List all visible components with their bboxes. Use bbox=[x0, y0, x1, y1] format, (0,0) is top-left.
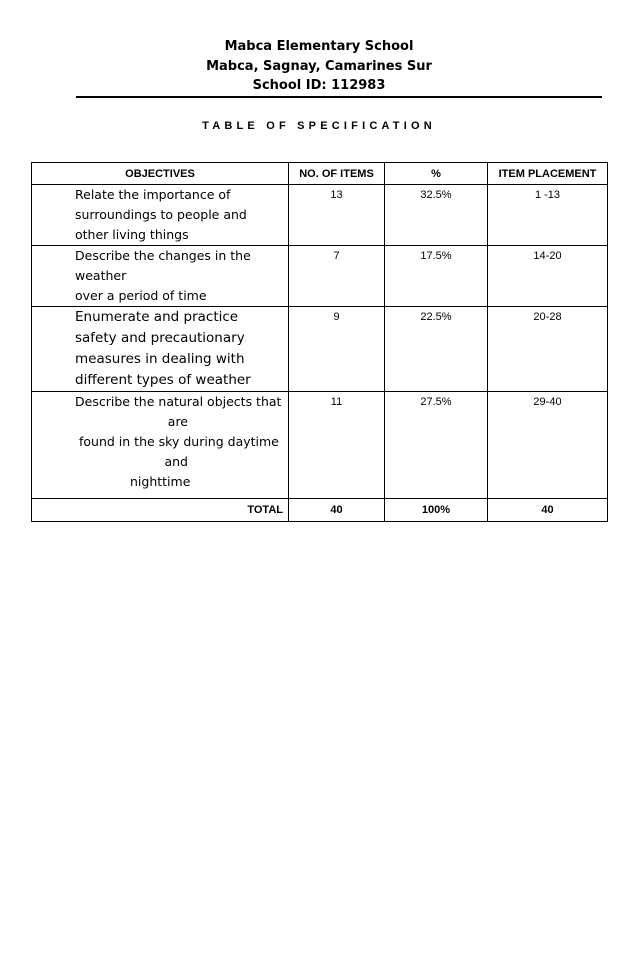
objective-line: Relate the importance of bbox=[75, 187, 231, 202]
placement-cell: 1 -13 bbox=[488, 185, 608, 246]
items-cell: 11 bbox=[289, 392, 385, 499]
document-title: TABLE OF SPECIFICATION bbox=[202, 120, 436, 132]
placement-cell: 29-40 bbox=[488, 392, 608, 499]
school-id: School ID: 112983 bbox=[252, 78, 386, 93]
objective-line: surroundings to people and bbox=[75, 207, 247, 222]
total-row bbox=[32, 499, 608, 522]
percent-cell: 22.5% bbox=[385, 307, 488, 392]
percent-cell: 27.5% bbox=[385, 392, 488, 499]
table-row bbox=[32, 246, 608, 307]
table-row bbox=[32, 392, 608, 499]
table-row bbox=[32, 307, 608, 392]
objective-line: over a period of time bbox=[75, 288, 207, 303]
objective-line: Enumerate and practice bbox=[75, 309, 239, 325]
total-label: TOTAL bbox=[32, 499, 289, 522]
table-header-row bbox=[32, 163, 608, 185]
column-header-placement: ITEM PLACEMENT bbox=[488, 163, 608, 185]
table-row bbox=[32, 185, 608, 246]
objective-cell bbox=[32, 185, 289, 246]
specification-table bbox=[31, 162, 608, 522]
school-address: Mabca, Sagnay, Camarines Sur bbox=[206, 58, 432, 74]
objective-line: other living things bbox=[75, 227, 189, 242]
total-percent: 100% bbox=[385, 499, 488, 522]
items-cell: 7 bbox=[289, 246, 385, 307]
placement-cell: 14-20 bbox=[488, 246, 608, 307]
objective-line: Describe the natural objects that bbox=[75, 394, 282, 409]
objective-line: Describe the changes in the bbox=[75, 248, 251, 263]
school-name: Mabca Elementary School bbox=[224, 39, 414, 54]
header-divider bbox=[76, 96, 602, 98]
objective-line: safety and precautionary bbox=[75, 330, 245, 346]
placement-cell: 20-28 bbox=[488, 307, 608, 392]
column-header-percent: % bbox=[385, 163, 488, 185]
objective-line: different types of weather bbox=[75, 372, 251, 388]
objective-line: are bbox=[167, 414, 188, 429]
percent-cell: 17.5% bbox=[385, 246, 488, 307]
objective-line: nighttime bbox=[130, 474, 191, 489]
objective-cell bbox=[32, 307, 289, 392]
total-items: 40 bbox=[289, 499, 385, 522]
total-placement: 40 bbox=[488, 499, 608, 522]
objective-cell bbox=[32, 392, 289, 499]
objective-cell bbox=[32, 246, 289, 307]
items-cell: 13 bbox=[289, 185, 385, 246]
column-header-items: NO. OF ITEMS bbox=[289, 163, 385, 185]
objective-line: measures in dealing with bbox=[75, 351, 245, 367]
percent-cell: 32.5% bbox=[385, 185, 488, 246]
objective-line: found in the sky during daytime bbox=[79, 434, 279, 449]
objective-line: weather bbox=[75, 268, 127, 283]
items-cell: 9 bbox=[289, 307, 385, 392]
column-header-objectives: OBJECTIVES bbox=[32, 163, 289, 185]
school-header bbox=[0, 37, 638, 96]
objective-line: and bbox=[164, 454, 188, 469]
